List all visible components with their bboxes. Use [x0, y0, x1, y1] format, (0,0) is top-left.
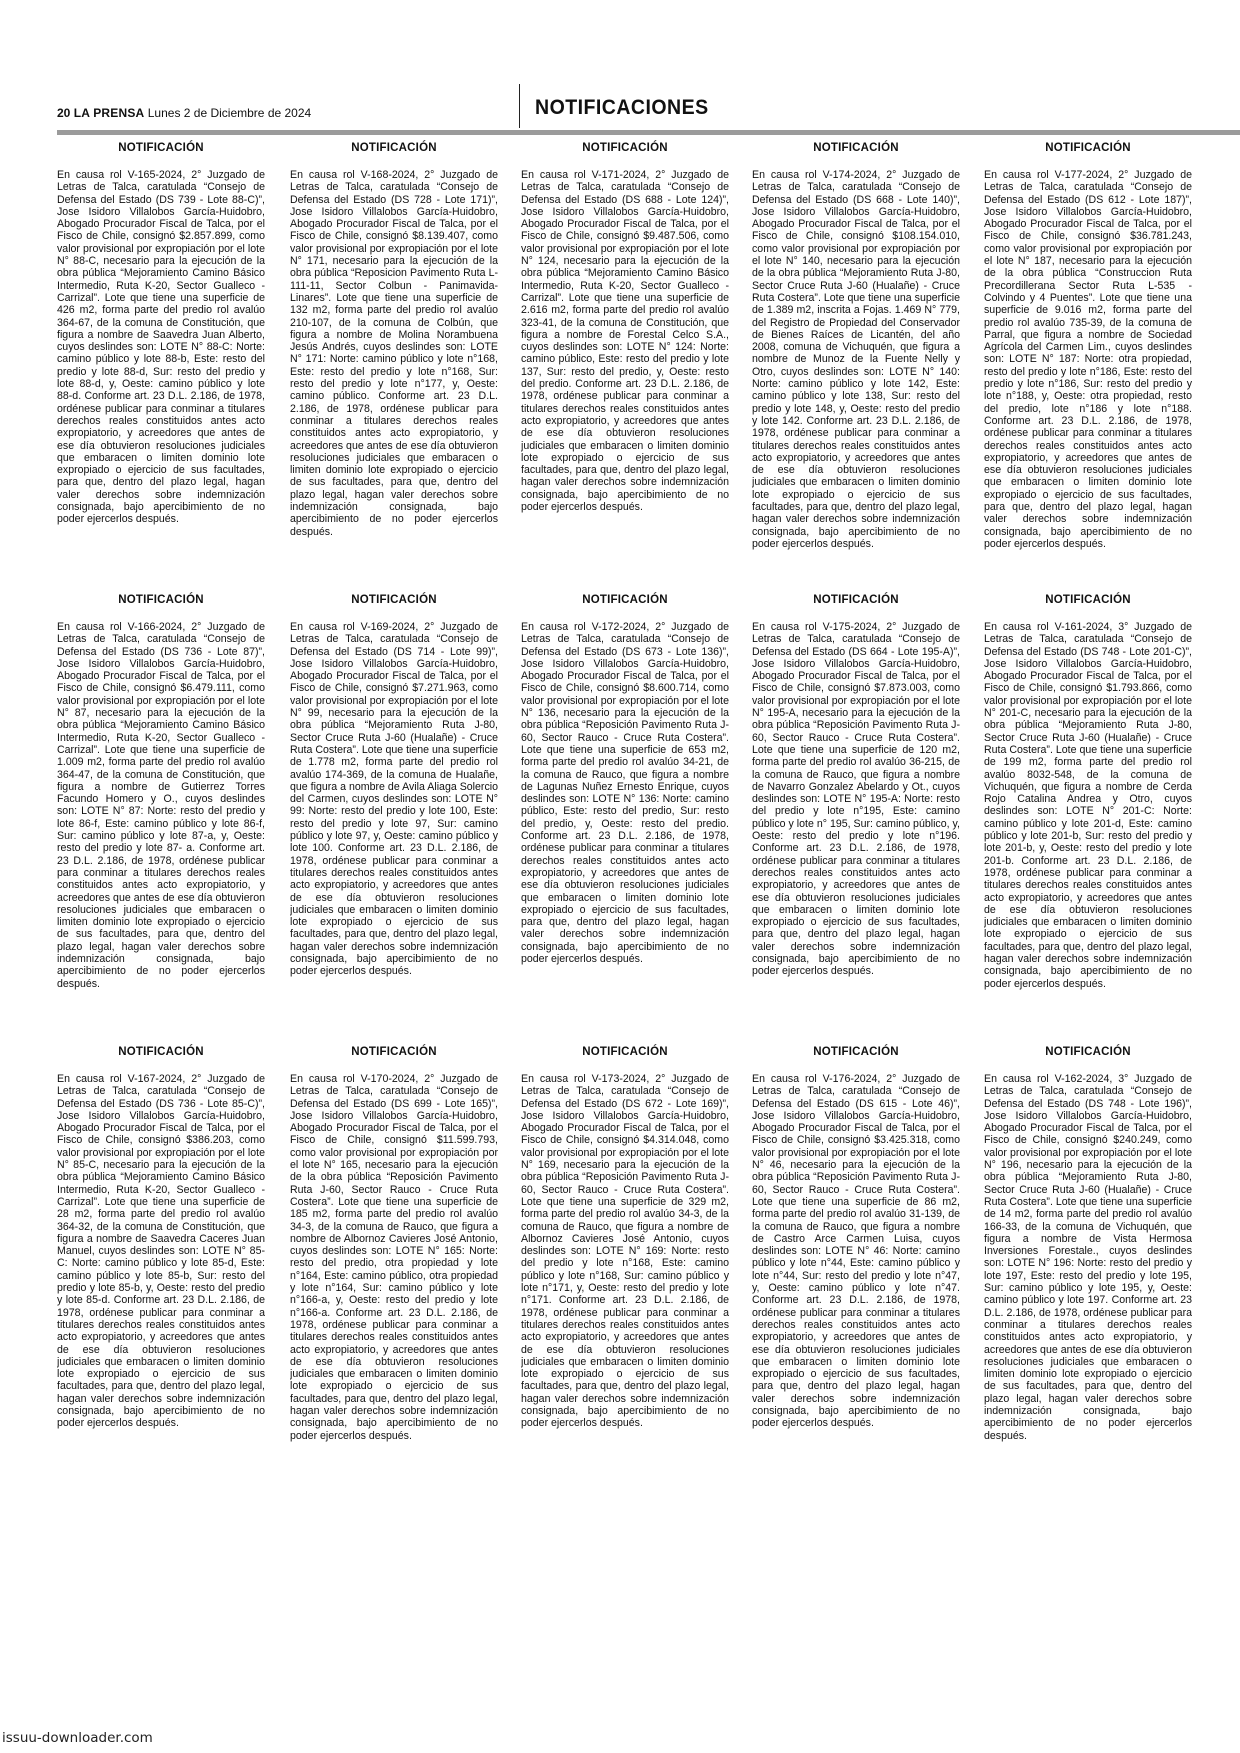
notice-title: NOTIFICACIÓN: [1045, 594, 1131, 606]
notice-title: NOTIFICACIÓN: [582, 1046, 668, 1058]
watermark-text: issuu-downloader.com: [2, 1730, 153, 1746]
notice: [521, 586, 729, 1038]
notice-title: NOTIFICACIÓN: [813, 142, 899, 154]
notice-title: NOTIFICACIÓN: [813, 594, 899, 606]
notice-body: En causa rol V-165-2024, 2° Juzgado de Letras de Talca, caratulada “Consejo de Defensa del Estado (DS 739 - Lote 88-C)”, Jose Isidoro Villalobos García-Huidobro, Abogado Procurador Fiscal de Talca, por el Fisco de Chile, consignó $2.857.899, como valor provisional por expropiación por el lote N° 88-C, necesario para la ejecución de la obra pública “Mejoramiento Camino Básico Intermedio, Ruta K-20, Sector Gualleco - Carrizal”. Lote que tiene una superficie de 426 m2, forma parte del predio rol avalúo 364-67, de la comuna de Constitución, que figura a nombre de Saavedra Juan Alberto, cuyos deslindes son: LOTE N° 88-C: Norte: camino público y lote 88-b, Este: resto del predio y lote 88-d, Sur: resto del predio y lote 88-d, y, Oeste: camino público y lote 88-d. Conforme art. 23 D.L. 2.186, de 1978, ordénese publicar para conminar a titulares derechos reales constituidos antes acto expropiatorio, y acreedores que antes de ese día obtuvieron resoluciones judiciales que embaracen o limiten dominio lote expropiado o ejercicio de sus facultades, para que, dentro del plazo legal, hagan valer derechos sobre indemnización consignada, bajo apercibimiento de no poder ejercerlos después.: [57, 169, 265, 526]
notice-title: NOTIFICACIÓN: [351, 1046, 437, 1058]
publication-name: LA PRENSA: [73, 106, 145, 120]
notice-title: NOTIFICACIÓN: [1045, 142, 1131, 154]
notice-body: En causa rol V-175-2024, 2° Juzgado de Letras de Talca, caratulada “Consejo de Defensa del Estado (DS 664 - Lote 195-A)”, Jose Isidoro Villalobos García-Huidobro, Abogado Procurador Fiscal de Talca, por el Fisco de Chile, consignó $7.873.003, como valor provisional por expropiación por el lote N° 195-A, necesario para la ejecución de la obra pública “Reposición Pavimento Ruta J-60, Sector Rauco - Cruce Ruta Costera”. Lote que tiene una superficie de 120 m2, forma parte del predio rol avalúo 36-215, de la comuna de Rauco, que figura a nombre de Navarro Gonzalez Abelardo y Ot., cuyos deslindes son: LOTE N° 195-A: Norte: resto del predio y lote n°195, Este: camino público y lote n° 195, Sur: camino público, y, Oeste: resto del predio y lote n°196. Conforme art. 23 D.L. 2.186, de 1978, ordénese publicar para conminar a titulares derechos reales constituidos antes acto expropiatorio, y acreedores que antes de ese día obtuvieron resoluciones judiciales que embaracen o limiten dominio lote expropiado o ejercicio de sus facultades, para que, dentro del plazo legal, hagan valer derechos sobre indemnización consignada, bajo apercibimiento de no poder ejercerlos después.: [752, 621, 960, 978]
section-title: NOTIFICACIONES: [535, 96, 709, 119]
notice: [290, 586, 498, 1038]
notice: [984, 1038, 1192, 1490]
notice: [521, 134, 729, 586]
notice-body: En causa rol V-173-2024, 2° Juzgado de Letras de Talca, caratulada “Consejo de Defensa del Estado (DS 672 - Lote 169)”, Jose Isidoro Villalobos García-Huidobro, Abogado Procurador Fiscal de Talca, por el Fisco de Chile, consignó $4.314.048, como valor provisional por expropiación por el lote N° 169, necesario para la ejecución de la obra pública “Reposición Pavimento Ruta J-60, Sector Rauco - Cruce Ruta Costera”. Lote que tiene una superficie de 329 m2, forma parte del predio rol avalúo 34-3, de la comuna de Rauco, que figura a nombre de Albornoz Cavieres José Antonio, cuyos deslindes son: LOTE N° 169: Norte: resto del predio y lote n°168, Este: camino público y lote n°168, Sur: camino público y lote n°171, y, Oeste: resto del predio y lote n°171. Conforme art. 23 D.L. 2.186, de 1978, ordénese publicar para conminar a titulares derechos reales constituidos antes acto expropiatorio, y acreedores que antes de ese día obtuvieron resoluciones judiciales que embaracen o limiten dominio lote expropiado o ejercicio de sus facultades, para que, dentro del plazo legal, hagan valer derechos sobre indemnización consignada, bajo apercibimiento de no poder ejercerlos después.: [521, 1073, 729, 1430]
notice-body: En causa rol V-170-2024, 2° Juzgado de Letras de Talca, caratulada “Consejo de Defensa del Estado (DS 699 - Lote 165)”, Jose Isidoro Villalobos García-Huidobro, Abogado Procurador Fiscal de Talca, por el Fisco de Chile, consignó $11.599.793, como valor provisional por expropiación por el lote N° 165, necesario para la ejecución de la obra pública “Reposición Pavimento Ruta J-60, Sector Rauco - Cruce Ruta Costera”. Lote que tiene una superficie de 185 m2, forma parte del predio rol avalúo 34-3, de la comuna de Rauco, que figura a nombre de Albornoz Cavieres José Antonio, cuyos deslindes son: LOTE N° 165: Norte: resto del predio, otra propiedad y lote n°164, Este: camino público, otra propiedad y lote n°164, Sur: camino público y lote n°166-a, y, Oeste: resto del predio y lote n°166-a. Conforme art. 23 D.L. 2.186, de 1978, ordénese publicar para conminar a titulares derechos reales constituidos antes acto expropiatorio, y acreedores que antes de ese día obtuvieron resoluciones judiciales que embaracen o limiten dominio lote expropiado o ejercicio de sus facultades, para que, dentro del plazo legal, hagan valer derechos sobre indemnización consignada, bajo apercibimiento de no poder ejercerlos después.: [290, 1073, 498, 1442]
notice-body: En causa rol V-168-2024, 2° Juzgado de Letras de Talca, caratulada “Consejo de Defensa del Estado (DS 728 - Lote 171)”, Jose Isidoro Villalobos García-Huidobro, Abogado Procurador Fiscal de Talca, por el Fisco de Chile, consignó $8.139.407, como valor provisional por expropiación por el lote N° 171, necesario para la ejecución de la obra pública “Reposicion Pavimento Ruta L-111-11, Sector Colbun - Panimavida-Linares”. Lote que tiene una superficie de 132 m2, forma parte del predio rol avalúo 210-107, de la comuna de Colbún, que figura a nombre de Molina Norambuena Jesús Andrés, cuyos deslindes son: LOTE N° 171: Norte: camino público y lote n°168, Este: resto del predio y lote n°168, Sur: resto del predio y lote n°177, y, Oeste: camino público. Conforme art. 23 D.L. 2.186, de 1978, ordénese publicar para conminar a titulares derechos reales constituidos antes acto expropiatorio, y acreedores que antes de ese día obtuvieron resoluciones judiciales que embaracen o limiten dominio lote expropiado o ejercicio de sus facultades, para que, dentro del plazo legal, hagan valer derechos sobre indemnización consignada, bajo apercibimiento de no poder ejercerlos después.: [290, 169, 498, 538]
notice-column-1: [57, 134, 265, 1490]
notice-title: NOTIFICACIÓN: [1045, 1046, 1131, 1058]
notice-body: En causa rol V-172-2024, 2° Juzgado de Letras de Talca, caratulada “Consejo de Defensa del Estado (DS 673 - Lote 136)”, Jose Isidoro Villalobos García-Huidobro, Abogado Procurador Fiscal de Talca, por el Fisco de Chile, consignó $8.600.714, como valor provisional por expropiación por el lote N° 136, necesario para la ejecución de la obra pública “Reposición Pavimento Ruta J-60, Sector Rauco - Cruce Ruta Costera”. Lote que tiene una superficie de 653 m2, forma parte del predio rol avalúo 34-21, de la comuna de Rauco, que figura a nombre de Lagunas Nuñez Ernesto Enrique, cuyos deslindes son: LOTE N° 136: Norte: camino público, Este: resto del predio, Sur: resto del predio, y, Oeste: resto del predio. Conforme art. 23 D.L. 2.186, de 1978, ordénese publicar para conminar a titulares derechos reales constituidos antes acto expropiatorio, y acreedores que antes de ese día obtuvieron resoluciones judiciales que embaracen o limiten dominio lote expropiado o ejercicio de sus facultades, para que, dentro del plazo legal, hagan valer derechos sobre indemnización consignada, bajo apercibimiento de no poder ejercerlos después.: [521, 621, 729, 966]
notice-body: En causa rol V-176-2024, 2° Juzgado de Letras de Talca, caratulada “Consejo de Defensa del Estado (DS 615 - Lote 46)”, Jose Isidoro Villalobos García-Huidobro, Abogado Procurador Fiscal de Talca, por el Fisco de Chile, consignó $3.425.318, como valor provisional por expropiación por el lote N° 46, necesario para la ejecución de la obra pública “Reposición Pavimento Ruta J-60, Sector Rauco - Cruce Ruta Costera”. Lote que tiene una superficie de 86 m2, forma parte del predio rol avalúo 31-139, de la comuna de Rauco, que figura a nombre de Castro Arce Carmen Luisa, cuyos deslindes son: LOTE N° 46: Norte: camino público y lote n°44, Este: camino público y lote n°44, Sur: resto del predio y lote n°47, y, Oeste: camino público y lote n°47. Conforme art. 23 D.L. 2.186, de 1978, ordénese publicar para conminar a titulares derechos reales constituidos antes acto expropiatorio, y acreedores que antes de ese día obtuvieron resoluciones judiciales que embaracen o limiten dominio lote expropiado o ejercicio de sus facultades, para que, dentro del plazo legal, hagan valer derechos sobre indemnización consignada, bajo apercibimiento de no poder ejercerlos después.: [752, 1073, 960, 1430]
notice-body: En causa rol V-177-2024, 2° Juzgado de Letras de Talca, caratulada “Consejo de Defensa del Estado (DS 612 - Lote 187)”, Jose Isidoro Villalobos García-Huidobro, Abogado Procurador Fiscal de Talca, por el Fisco de Chile, consignó $36.781.243, como valor provisional por expropiación por el lote N° 187, necesario para la ejecución de la obra pública “Construccion Ruta Precordillerana Sector Ruta L-535 - Colvindo y 4 Puentes”. Lote que tiene una superficie de 9.016 m2, forma parte del predio rol avalúo 735-39, de la comuna de Parral, que figura a nombre de Sociedad Agrícola del Carmen Lim., cuyos deslindes son: LOTE N° 187: Norte: otra propiedad, resto del predio y lote n°186, Este: resto del predio y lote n°186, Sur: resto del predio y lote n°188, y, Oeste: otra propiedad, resto del predio, lote n°186 y lote n°188. Conforme art. 23 D.L. 2.186, de 1978, ordénese publicar para conminar a titulares derechos reales constituidos antes acto expropiatorio, y acreedores que antes de ese día obtuvieron resoluciones judiciales que embaracen o limiten dominio lote expropiado o ejercicio de sus facultades, para que, dentro del plazo legal, hagan valer derechos sobre indemnización consignada, bajo apercibimiento de no poder ejercerlos después.: [984, 169, 1192, 550]
notice-title: NOTIFICACIÓN: [351, 142, 437, 154]
notice: [521, 1038, 729, 1490]
notice-column-3: [521, 134, 729, 1490]
notice-title: NOTIFICACIÓN: [582, 594, 668, 606]
notice-title: NOTIFICACIÓN: [813, 1046, 899, 1058]
notice: [984, 586, 1192, 1038]
issue-date: Lunes 2 de Diciembre de 2024: [147, 106, 312, 120]
notice-body: En causa rol V-174-2024, 2° Juzgado de Letras de Talca, caratulada “Consejo de Defensa del Estado (DS 668 - Lote 140)”, Jose Isidoro Villalobos García-Huidobro, Abogado Procurador Fiscal de Talca, por el Fisco de Chile, consignó $108.154.010, como valor provisional por expropiación por el lote N° 140, necesario para la ejecución de la obra pública “Mejoramiento Ruta J-80, Sector Cruce Ruta J-60 (Hualañe) - Cruce Ruta Costera”. Lote que tiene una superficie de 1.389 m2, inscrita a Fojas. 1.469 N° 779, del Registro de Propiedad del Conservador de Bienes Raíces de Licantén, del año 2008, comuna de Vichuquén, que figura a nombre de Munoz de la Fuente Nelly y Otro, cuyos deslindes son: LOTE N° 140: Norte: camino público y lote 142, Este: camino público y lote 138, Sur: resto del predio y lote 148, y, Oeste: resto del predio y lote 142. Conforme art. 23 D.L. 2.186, de 1978, ordénese publicar para conminar a titulares derechos reales constituidos antes acto expropiatorio, y acreedores que antes de ese día obtuvieron resoluciones judiciales que embaracen o limiten dominio lote expropiado o ejercicio de sus facultades, para que, dentro del plazo legal, hagan valer derechos sobre indemnización consignada, bajo apercibimiento de no poder ejercerlos después.: [752, 169, 960, 550]
notice: [290, 134, 498, 586]
notice-body: En causa rol V-161-2024, 3° Juzgado de Letras de Talca, caratulada “Consejo de Defensa del Estado (DS 748 - Lote 201-C)”, Jose Isidoro Villalobos García-Huidobro, Abogado Procurador Fiscal de Talca, por el Fisco de Chile, consignó $1.793.866, como valor provisional por expropiación por el lote N° 201-C, necesario para la ejecución de la obra pública “Mejoramiento Ruta J-80, Sector Cruce Ruta J-60 (Hualañe) - Cruce Ruta Costera”. Lote que tiene una superficie de 199 m2, forma parte del predio rol avalúo 8032-548, de la comuna de Vichuquén, que figura a nombre de Cerda Rojo Catalina Andrea y Otro, cuyos deslindes son: LOTE N° 201-C: Norte: camino público y lote 201-d, Este: camino público y lote 201-b, Sur: resto del predio y lote 201-b, y, Oeste: resto del predio y lote 201-b. Conforme art. 23 D.L. 2.186, de 1978, ordénese publicar para conminar a titulares derechos reales constituidos antes acto expropiatorio, y acreedores que antes de ese día obtuvieron resoluciones judiciales que embaracen o limiten dominio lote expropiado o ejercicio de sus facultades, para que, dentro del plazo legal, hagan valer derechos sobre indemnización consignada, bajo apercibimiento de no poder ejercerlos después.: [984, 621, 1192, 990]
notice-body: En causa rol V-167-2024, 2° Juzgado de Letras de Talca, caratulada “Consejo de Defensa del Estado (DS 736 - Lote 85-C)”, Jose Isidoro Villalobos García-Huidobro, Abogado Procurador Fiscal de Talca, por el Fisco de Chile, consignó $386.203, como valor provisional por expropiación por el lote N° 85-C, necesario para la ejecución de la obra pública “Mejoramiento Camino Básico Intermedio, Ruta K-20, Sector Gualleco - Carrizal”. Lote que tiene una superficie de 28 m2, forma parte del predio rol avalúo 364-32, de la comuna de Constitución, que figura a nombre de Saavedra Caceres Juan Manuel, cuyos deslindes son: LOTE N° 85-C: Norte: camino público y lote 85-d, Este: camino público y lote 85-b, Sur: resto del predio y lote 85-b, y, Oeste: resto del predio y lote 85-d. Conforme art. 23 D.L. 2.186, de 1978, ordénese publicar para conminar a titulares derechos reales constituidos antes acto expropiatorio, y acreedores que antes de ese día obtuvieron resoluciones judiciales que embaracen o limiten dominio lote expropiado o ejercicio de sus facultades, para que, dentro del plazo legal, hagan valer derechos sobre indemnización consignada, bajo apercibimiento de no poder ejercerlos después.: [57, 1073, 265, 1430]
notice-title: NOTIFICACIÓN: [118, 142, 204, 154]
notice-column-4: [752, 134, 960, 1490]
notice-column-2: [290, 134, 498, 1490]
page-header: [57, 96, 1240, 130]
notice: [752, 1038, 960, 1490]
notice-body: En causa rol V-166-2024, 2° Juzgado de Letras de Talca, caratulada “Consejo de Defensa del Estado (DS 736 - Lote 87)”, Jose Isidoro Villalobos García-Huidobro, Abogado Procurador Fiscal de Talca, por el Fisco de Chile, consignó $6.479.111, como valor provisional por expropiación por el lote N° 87, necesario para la ejecución de la obra pública “Mejoramiento Camino Básico Intermedio, Ruta K-20, Sector Gualleco - Carrizal”. Lote que tiene una superficie de 1.009 m2, forma parte del predio rol avalúo 364-47, de la comuna de Constitución, que figura a nombre de Gutierrez Torres Facundo Homero y O., cuyos deslindes son: LOTE N° 87: Norte: resto del predio y lote 86-f, Este: camino público y lote 86-f, Sur: camino público y lote 87-a, y, Oeste: resto del predio y lote 87- a. Conforme art. 23 D.L. 2.186, de 1978, ordénese publicar para conminar a titulares derechos reales constituidos antes acto expropiatorio, y acreedores que antes de ese día obtuvieron resoluciones judiciales que embaracen o limiten dominio lote expropiado o ejercicio de sus facultades, para que, dentro del plazo legal, hagan valer derechos sobre indemnización consignada, bajo apercibimiento de no poder ejercerlos después.: [57, 621, 265, 990]
notice-title: NOTIFICACIÓN: [582, 142, 668, 154]
notice-body: En causa rol V-171-2024, 2° Juzgado de Letras de Talca, caratulada “Consejo de Defensa del Estado (DS 688 - Lote 124)”, Jose Isidoro Villalobos García-Huidobro, Abogado Procurador Fiscal de Talca, por el Fisco de Chile, consignó $9.487.506, como valor provisional por expropiación por el lote N° 124, necesario para la ejecución de la obra pública “Mejoramiento Camino Básico Intermedio, Ruta K-20, Sector Gualleco - Carrizal”. Lote que tiene una superficie de 2.616 m2, forma parte del predio rol avalúo 323-41, de la comuna de Constitución, que figura a nombre de Forestal Celco S.A., cuyos deslindes son: LOTE N° 124: Norte: camino público, Este: resto del predio y lote 137, Sur: resto del predio, y, Oeste: resto del predio. Conforme art. 23 D.L. 2.186, de 1978, ordénese publicar para conminar a titulares derechos reales constituidos antes acto expropiatorio, y acreedores que antes de ese día obtuvieron resoluciones judiciales que embaracen o limiten dominio lote expropiado o ejercicio de sus facultades, para que, dentro del plazo legal, hagan valer derechos sobre indemnización consignada, bajo apercibimiento de no poder ejercerlos después.: [521, 169, 729, 514]
header-info: [57, 106, 311, 120]
notice: [752, 134, 960, 586]
notice: [57, 1038, 265, 1490]
notice: [57, 134, 265, 586]
notice-title: NOTIFICACIÓN: [118, 1046, 204, 1058]
notice: [984, 134, 1192, 586]
notice-column-5: [984, 134, 1192, 1490]
notice: [290, 1038, 498, 1490]
notice-body: En causa rol V-169-2024, 2° Juzgado de Letras de Talca, caratulada “Consejo de Defensa del Estado (DS 714 - Lote 99)”, Jose Isidoro Villalobos García-Huidobro, Abogado Procurador Fiscal de Talca, por el Fisco de Chile, consignó $7.271.963, como valor provisional por expropiación por el lote N° 99, necesario para la ejecución de la obra pública “Mejoramiento Ruta J-80, Sector Cruce Ruta J-60 (Hualañe) - Cruce Ruta Costera”. Lote que tiene una superficie de 1.778 m2, forma parte del predio rol avalúo 174-369, de la comuna de Hualañe, que figura a nombre de Avila Aliaga Solercio del Carmen, cuyos deslindes son: LOTE N° 99: Norte: resto del predio y lote 100, Este: resto del predio y lote 97, Sur: camino público y lote 97, y, Oeste: camino público y lote 100. Conforme art. 23 D.L. 2.186, de 1978, ordénese publicar para conminar a titulares derechos reales constituidos antes acto expropiatorio, y acreedores que antes de ese día obtuvieron resoluciones judiciales que embaracen o limiten dominio lote expropiado o ejercicio de sus facultades, para que, dentro del plazo legal, hagan valer derechos sobre indemnización consignada, bajo apercibimiento de no poder ejercerlos después.: [290, 621, 498, 978]
notice: [57, 586, 265, 1038]
notice: [752, 586, 960, 1038]
notice-title: NOTIFICACIÓN: [351, 594, 437, 606]
header-divider: [519, 84, 520, 128]
page-number: 20: [57, 106, 71, 120]
notice-title: NOTIFICACIÓN: [118, 594, 204, 606]
notice-body: En causa rol V-162-2024, 3° Juzgado de Letras de Talca, caratulada “Consejo de Defensa del Estado (DS 748 - Lote 196)”, Jose Isidoro Villalobos García-Huidobro, Abogado Procurador Fiscal de Talca, por el Fisco de Chile, consignó $240.249, como valor provisional por expropiación por el lote N° 196, necesario para la ejecución de la obra pública “Mejoramiento Ruta J-80, Sector Cruce Ruta J-60 (Hualañe) - Cruce Ruta Costera”. Lote que tiene una superficie de 14 m2, forma parte del predio rol avalúo 166-33, de la comuna de Vichuquén, que figura a nombre de Vista Hermosa Inversiones Forestale., cuyos deslindes son: LOTE N° 196: Norte: resto del predio y lote 197, Este: resto del predio y lote 195, Sur: camino público y lote 195, y, Oeste: camino público y lote 197. Conforme art. 23 D.L. 2.186, de 1978, ordénese publicar para conminar a titulares derechos reales constituidos antes acto expropiatorio, y acreedores que antes de ese día obtuvieron resoluciones judiciales que embaracen o limiten dominio lote expropiado o ejercicio de sus facultades, para que, dentro del plazo legal, hagan valer derechos sobre indemnización consignada, bajo apercibimiento de no poder ejercerlos después.: [984, 1073, 1192, 1442]
